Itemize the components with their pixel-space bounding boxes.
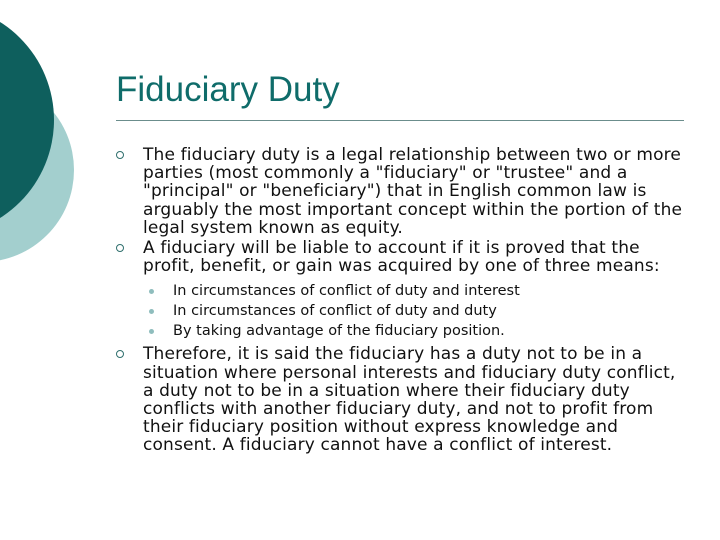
hollow-circle-bullet-icon: [116, 244, 124, 252]
bullet-item: [116, 239, 690, 275]
sub-bullet-text: By taking advantage of the fiduciary position.: [173, 323, 505, 340]
slide-content: [116, 146, 690, 457]
sub-bullet-item: [116, 281, 690, 301]
sub-bullet-list: [116, 281, 690, 341]
bullet-text: A fiduciary will be liable to account if it is proved that the profit, benefit, or gain was acquired by one of three means:: [143, 238, 660, 277]
title-divider: [116, 120, 684, 121]
filled-dot-bullet-icon: [149, 329, 154, 334]
hollow-circle-bullet-icon: [116, 350, 124, 358]
sub-bullet-item: [116, 301, 690, 321]
hollow-circle-bullet-icon: [116, 151, 124, 159]
filled-dot-bullet-icon: [149, 289, 154, 294]
sub-bullet-text: In circumstances of conflict of duty and interest: [173, 283, 520, 300]
decorative-circles: [0, 0, 120, 300]
sub-bullet-text: In circumstances of conflict of duty and duty: [173, 303, 497, 320]
bullet-text: The fiduciary duty is a legal relationship between two or more parties (most commonly a "fiduciary" or "trustee" and a "principal" or "beneficiary") that in English common law is arguably the most important concept within the portion of the legal system known as equity.: [143, 145, 683, 238]
bullet-text: Therefore, it is said the fiduciary has a duty not to be in a situation where personal interests and fiduciary duty conflict, a duty not to be in a situation where their fiduciary duty conflicts with another fiduciary duty, and not to profit from their fiduciary position without express knowledge and consent. A fiduciary cannot have a conflict of interest.: [143, 344, 676, 456]
bullet-item: [116, 146, 690, 237]
slide-title: Fiduciary Duty: [116, 70, 340, 109]
sub-bullet-item: [116, 321, 690, 341]
bullet-item: [116, 345, 690, 454]
filled-dot-bullet-icon: [149, 309, 154, 314]
